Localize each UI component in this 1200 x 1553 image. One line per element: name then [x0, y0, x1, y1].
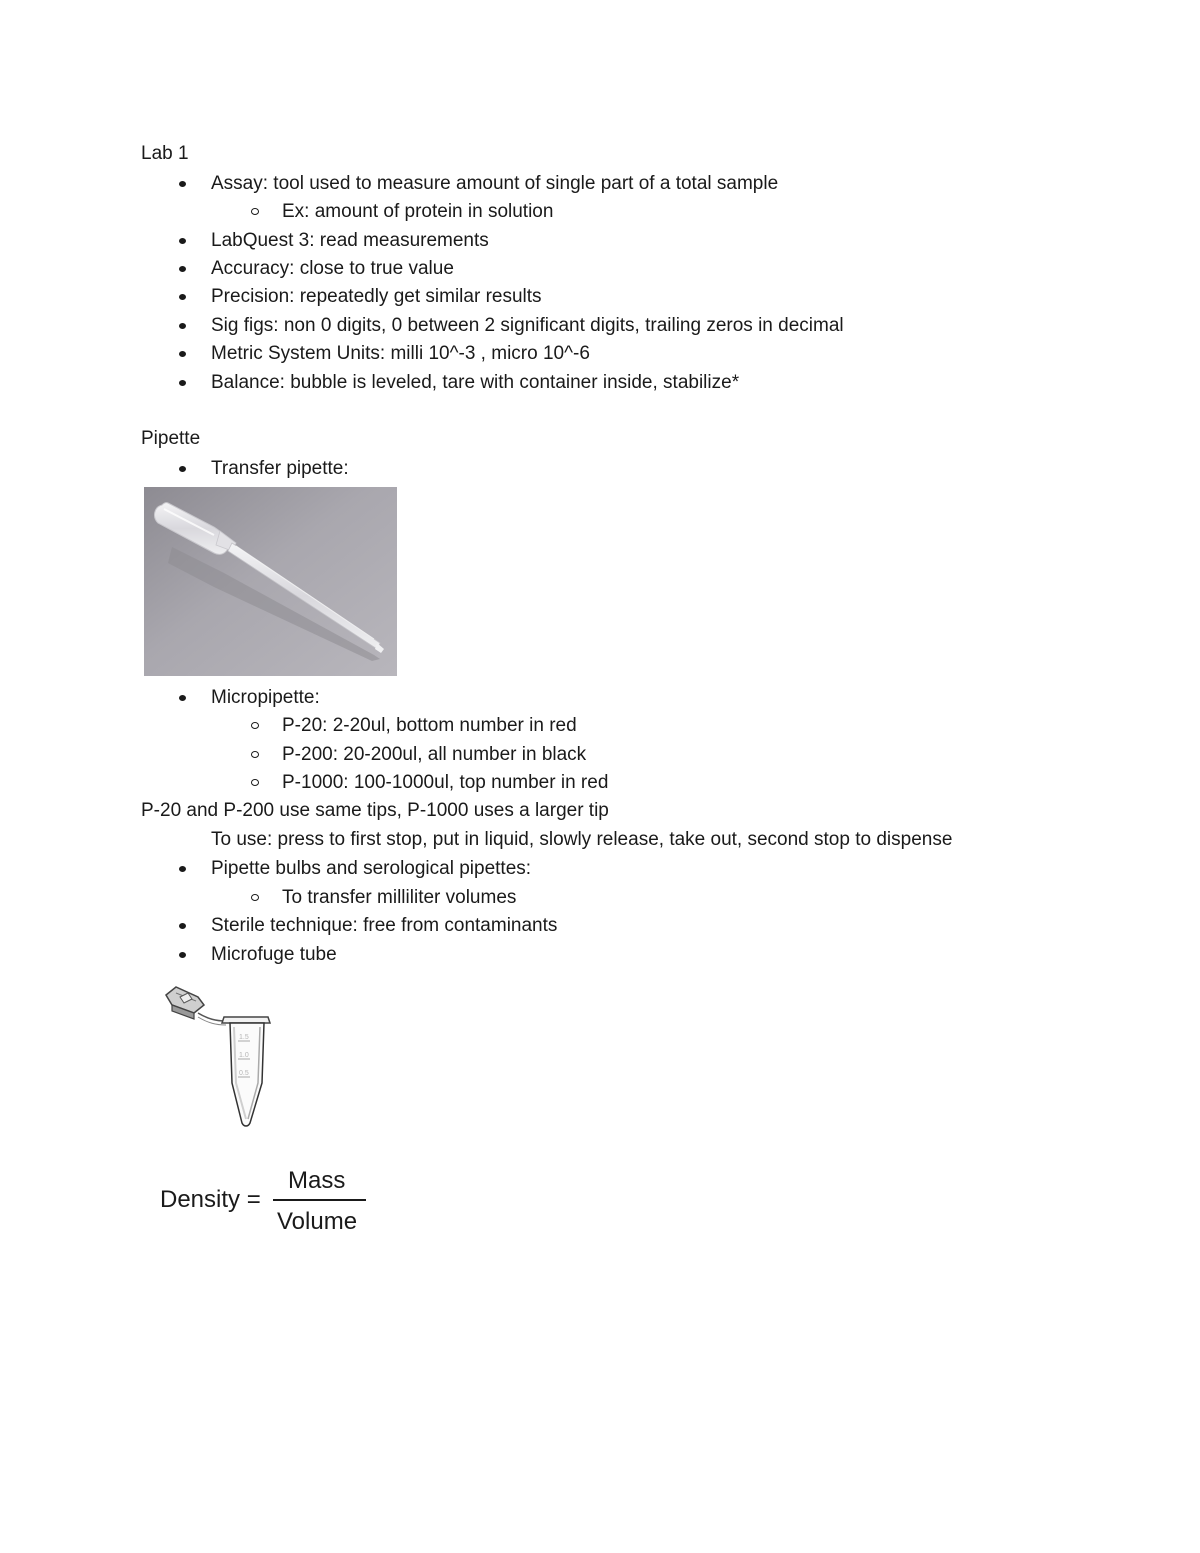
- list-item-bulbs-sub: To transfer milliliter volumes: [282, 887, 517, 908]
- lab-heading: Lab 1: [141, 143, 189, 164]
- hollow-bullet-icon: [251, 779, 259, 786]
- hollow-bullet-icon: [251, 894, 259, 901]
- list-item-p200: P-200: 20-200ul, all number in black: [282, 744, 587, 765]
- bullet-icon: [179, 952, 186, 958]
- list-item-transfer-pipette: Transfer pipette:: [211, 458, 349, 479]
- list-item-micropipette: Micropipette:: [211, 687, 320, 708]
- bullet-icon: [179, 323, 186, 329]
- usage-note: To use: press to first stop, put in liquid, slowly release, take out, second stop to dispense: [211, 829, 953, 850]
- bullet-icon: [179, 294, 186, 300]
- density-formula: [160, 1165, 380, 1240]
- bullet-icon: [179, 266, 186, 272]
- bullet-icon: [179, 695, 186, 701]
- list-item-p20: P-20: 2-20ul, bottom number in red: [282, 715, 577, 736]
- bullet-icon: [179, 866, 186, 872]
- list-item-labquest: LabQuest 3: read measurements: [211, 230, 489, 251]
- pipette-heading: Pipette: [141, 428, 201, 449]
- list-item-p1000: P-1000: 100-1000ul, top number in red: [282, 772, 609, 793]
- list-item-microfuge: Microfuge tube: [211, 944, 337, 965]
- list-item-accuracy: Accuracy: close to true value: [211, 258, 454, 279]
- list-item-balance: Balance: bubble is leveled, tare with container inside, stabilize*: [211, 372, 740, 393]
- formula-numerator: Mass: [288, 1167, 346, 1194]
- bullet-icon: [179, 238, 186, 244]
- formula-denominator: Volume: [277, 1208, 358, 1235]
- bullet-icon: [179, 380, 186, 386]
- hollow-bullet-icon: [251, 208, 259, 215]
- hollow-bullet-icon: [251, 751, 259, 758]
- list-item-metric: Metric System Units: milli 10^-3 , micro 10^-6: [211, 343, 590, 364]
- tube-mark-label: 0.5: [239, 1070, 249, 1077]
- tube-mark-label: 1.0: [239, 1052, 249, 1059]
- hollow-bullet-icon: [251, 722, 259, 729]
- microfuge-tube-image: [158, 983, 278, 1131]
- transfer-pipette-image: [144, 487, 397, 676]
- bullet-icon: [179, 351, 186, 357]
- list-item-assay: Assay: tool used to measure amount of single part of a total sample: [211, 173, 779, 194]
- tips-note: P-20 and P-200 use same tips, P-1000 uses a larger tip: [141, 800, 609, 821]
- bullet-icon: [179, 923, 186, 929]
- bullet-icon: [179, 466, 186, 472]
- bullet-icon: [179, 181, 186, 187]
- list-item-precision: Precision: repeatedly get similar results: [211, 286, 542, 307]
- list-item-sterile: Sterile technique: free from contaminants: [211, 915, 558, 936]
- formula-lhs: Density =: [160, 1186, 261, 1213]
- list-item-bulbs: Pipette bulbs and serological pipettes:: [211, 858, 532, 879]
- fraction-bar: [273, 1199, 366, 1201]
- tube-mark-label: 1.5: [239, 1034, 249, 1041]
- list-item-sig-figs: Sig figs: non 0 digits, 0 between 2 significant digits, trailing zeros in decimal: [211, 315, 844, 336]
- list-item-assay-example: Ex: amount of protein in solution: [282, 201, 554, 222]
